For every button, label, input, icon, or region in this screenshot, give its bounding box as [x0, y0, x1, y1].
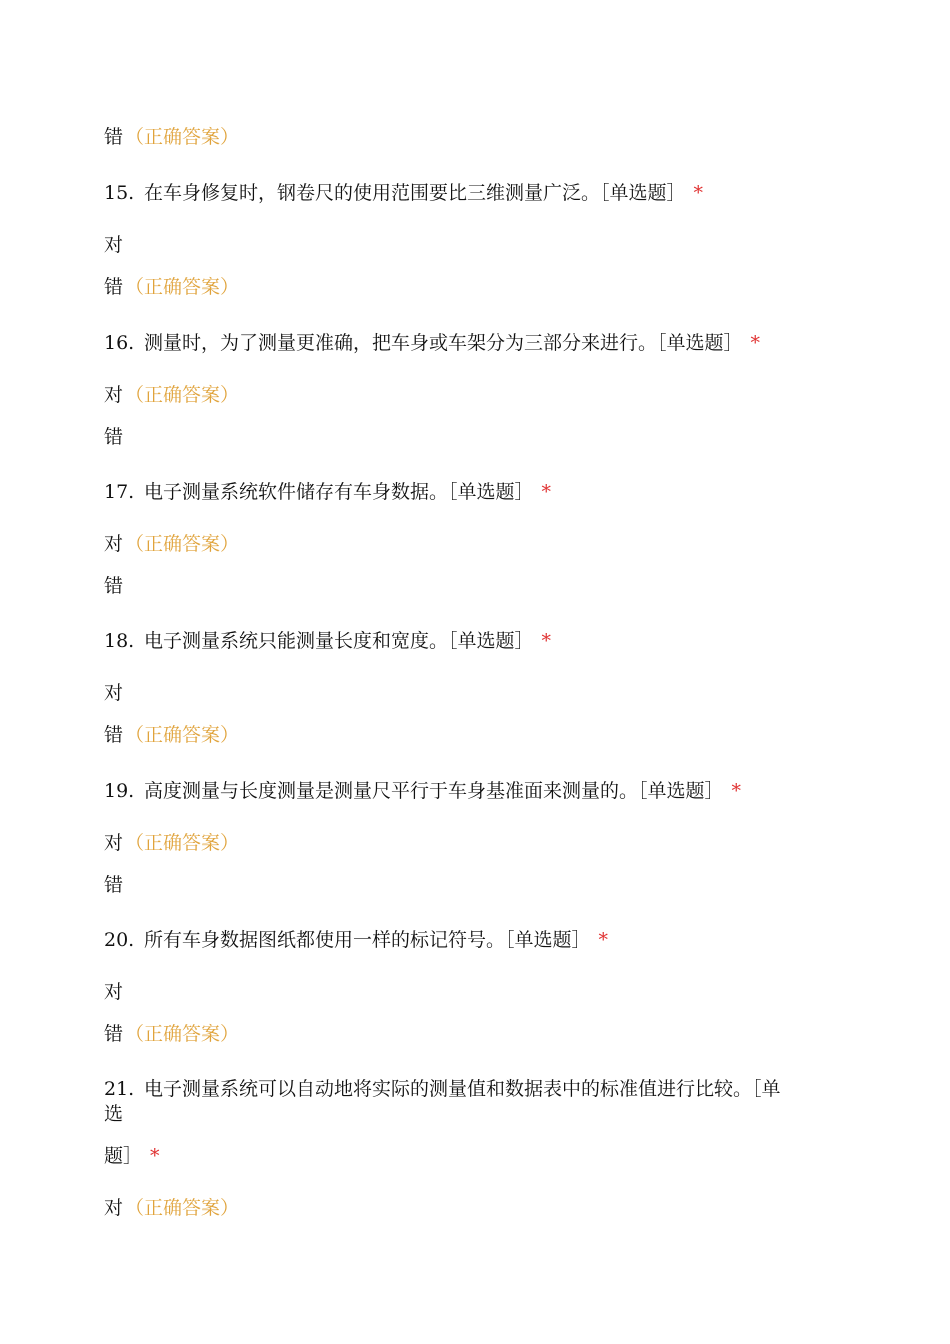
option-label: 对: [104, 234, 124, 256]
q20-option-true: [104, 980, 123, 1004]
question-16: [104, 331, 760, 355]
question-21: [104, 1077, 781, 1101]
correct-answer-tag: （正确答案）: [125, 832, 240, 854]
q15-option-true: [104, 233, 123, 257]
q18-option-true: [104, 681, 123, 705]
required-mark: *: [731, 780, 742, 802]
option-label: 错: [104, 276, 124, 298]
question-text: 电子测量系统只能测量长度和宽度。［单选题］: [144, 630, 534, 652]
question-18: [104, 629, 551, 653]
question-number: 15.: [104, 182, 135, 204]
question-20: [104, 928, 608, 952]
q16-option-false: [104, 425, 123, 449]
option-label: 对: [104, 682, 124, 704]
question-number: 17.: [104, 481, 135, 503]
question-text: 在车身修复时，钢卷尺的使用范围要比三维测量广泛。［单选题］: [144, 182, 686, 204]
option-label: 错: [104, 575, 124, 597]
required-mark: *: [693, 182, 704, 204]
q18-option-false: [104, 723, 239, 747]
option-label: 对: [104, 981, 124, 1003]
question-text: 电子测量系统软件储存有车身数据。［单选题］: [144, 481, 534, 503]
correct-answer-tag: （正确答案）: [125, 533, 240, 555]
question-21-wrap: [104, 1102, 123, 1126]
question-number: 18.: [104, 630, 135, 652]
question-21-wrap-2: [104, 1144, 160, 1168]
required-mark: *: [598, 929, 609, 951]
question-text: 所有车身数据图纸都使用一样的标记符号。［单选题］: [144, 929, 591, 951]
question-number: 21.: [104, 1078, 135, 1100]
option-label: 错: [104, 126, 124, 148]
q20-option-false: [104, 1022, 239, 1046]
option-label: 错: [104, 426, 124, 448]
question-number: 19.: [104, 780, 135, 802]
q19-option-false: [104, 873, 123, 897]
q17-option-false: [104, 574, 123, 598]
correct-answer-tag: （正确答案）: [125, 1023, 240, 1045]
question-text: 高度测量与长度测量是测量尺平行于车身基准面来测量的。［单选题］: [144, 780, 724, 802]
option-label: 错: [104, 874, 124, 896]
option-label: 对: [104, 832, 124, 854]
correct-answer-tag: （正确答案）: [125, 724, 240, 746]
q15-option-false: [104, 275, 239, 299]
question-15: [104, 181, 703, 205]
q16-option-true: [104, 383, 239, 407]
q17-option-true: [104, 532, 239, 556]
question-text-continued: 题］: [104, 1145, 143, 1167]
correct-answer-tag: （正确答案）: [125, 384, 240, 406]
option-label: 错: [104, 724, 124, 746]
required-mark: *: [541, 630, 552, 652]
option-label: 错: [104, 1023, 124, 1045]
q21-option-true: [104, 1196, 239, 1220]
question-number: 20.: [104, 929, 135, 951]
required-mark: *: [750, 332, 761, 354]
question-17: [104, 480, 551, 504]
q19-option-true: [104, 831, 239, 855]
correct-answer-tag: （正确答案）: [125, 1197, 240, 1219]
question-text-continued: 选: [104, 1103, 124, 1125]
required-mark: *: [541, 481, 552, 503]
question-number: 16.: [104, 332, 135, 354]
question-text: 测量时，为了测量更准确，把车身或车架分为三部分来进行。［单选题］: [144, 332, 743, 354]
required-mark: *: [150, 1145, 160, 1167]
question-text: 电子测量系统可以自动地将实际的测量值和数据表中的标准值进行比较。［单: [144, 1078, 781, 1100]
correct-answer-tag: （正确答案）: [125, 126, 240, 148]
option-label: 对: [104, 533, 124, 555]
q14-option-false: [104, 125, 239, 149]
correct-answer-tag: （正确答案）: [125, 276, 240, 298]
option-label: 对: [104, 384, 124, 406]
option-label: 对: [104, 1197, 124, 1219]
question-19: [104, 779, 741, 803]
